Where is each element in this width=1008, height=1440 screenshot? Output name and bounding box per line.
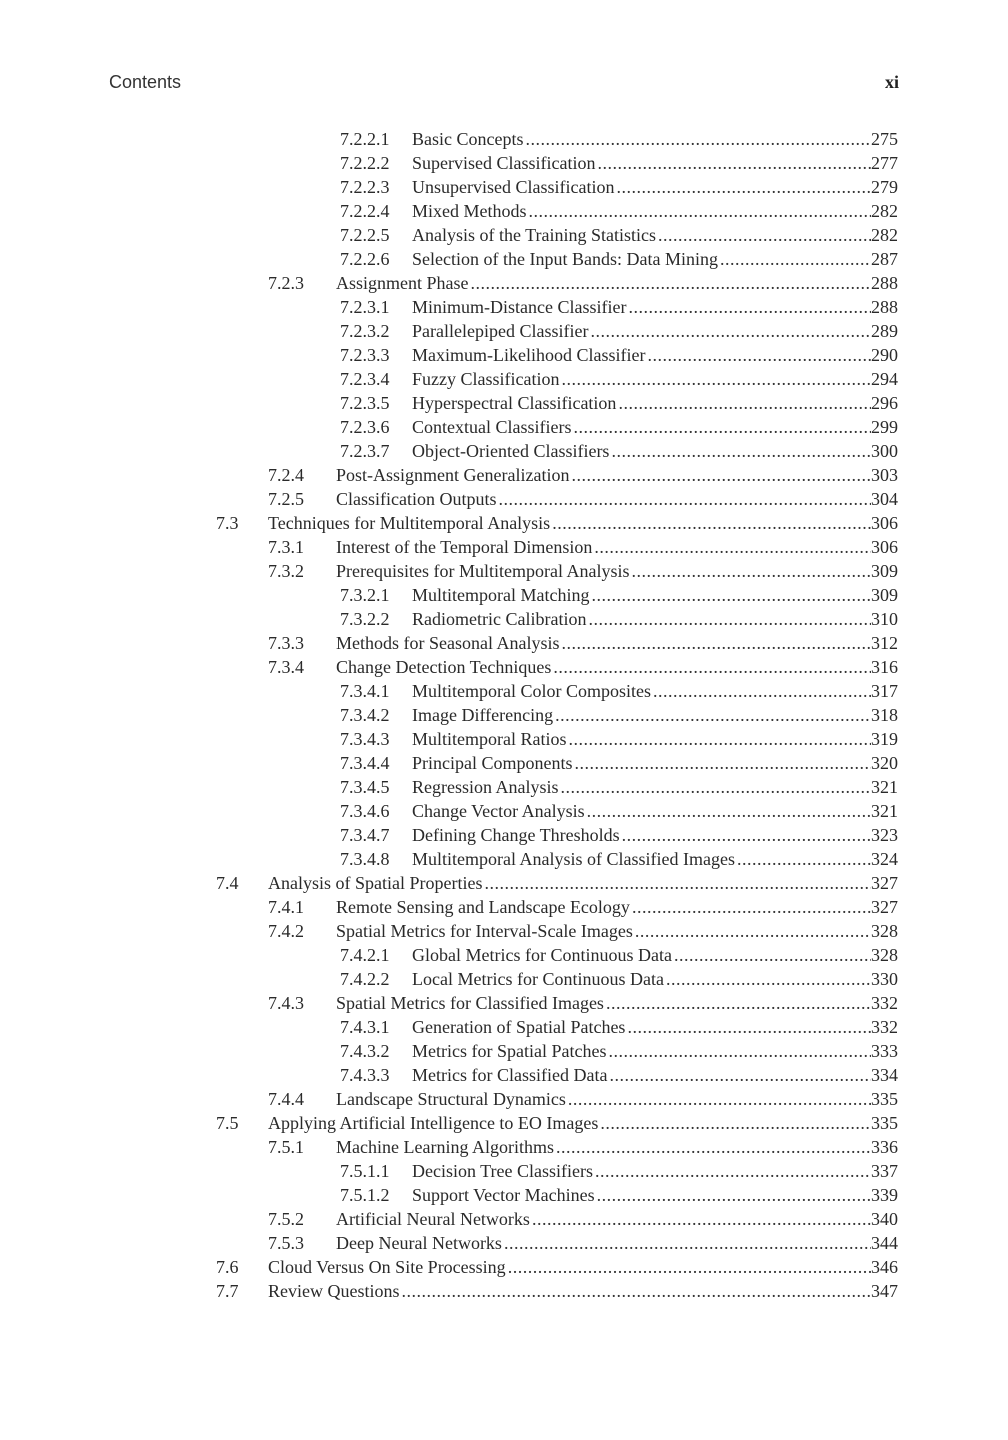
toc-entry-page: 288 bbox=[871, 273, 898, 293]
toc-entry-title: Principal Components bbox=[412, 753, 573, 773]
dot-leader bbox=[529, 199, 872, 223]
toc-entry-title: Spatial Metrics for Interval-Scale Images bbox=[336, 921, 633, 941]
dot-leader bbox=[499, 487, 872, 511]
toc-entry-page: 275 bbox=[871, 129, 898, 149]
toc-entry-body bbox=[412, 775, 898, 799]
toc-entry-number: 7.4.3.1 bbox=[340, 1017, 390, 1037]
toc-entry-page: 294 bbox=[871, 369, 898, 389]
dot-leader bbox=[552, 511, 871, 535]
toc-entry-page: 277 bbox=[871, 153, 898, 173]
toc-entry bbox=[0, 1015, 1008, 1039]
toc-entry-title: Interest of the Temporal Dimension bbox=[336, 537, 593, 557]
toc-entry-title: Radiometric Calibration bbox=[412, 609, 587, 629]
dot-leader bbox=[606, 991, 871, 1015]
toc-entry-title: Mixed Methods bbox=[412, 201, 527, 221]
toc-entry-number: 7.3.4.3 bbox=[340, 729, 390, 749]
toc-entry-title: Post-Assignment Generalization bbox=[336, 465, 570, 485]
toc-entry bbox=[0, 1279, 1008, 1303]
dot-leader bbox=[561, 367, 871, 391]
toc-entry-page: 320 bbox=[871, 753, 898, 773]
dot-leader bbox=[720, 247, 871, 271]
toc-entry-number: 7.5.1.2 bbox=[340, 1185, 390, 1205]
toc-entry-body bbox=[412, 607, 898, 631]
toc-entry bbox=[0, 583, 1008, 607]
dot-leader bbox=[595, 1159, 871, 1183]
toc-entry-title: Supervised Classification bbox=[412, 153, 596, 173]
toc-entry bbox=[0, 991, 1008, 1015]
dot-leader bbox=[508, 1255, 871, 1279]
toc-entry-body bbox=[336, 895, 898, 919]
toc-entry-page: 287 bbox=[871, 249, 898, 269]
toc-entry bbox=[0, 151, 1008, 175]
dot-leader bbox=[628, 295, 871, 319]
toc-entry-title: Deep Neural Networks bbox=[336, 1233, 502, 1253]
toc-entry-body bbox=[412, 1015, 898, 1039]
toc-entry-page: 319 bbox=[871, 729, 898, 749]
toc-entry-title: Generation of Spatial Patches bbox=[412, 1017, 626, 1037]
toc-entry-body bbox=[412, 199, 898, 223]
toc-entry-body bbox=[412, 247, 898, 271]
toc-entry-title: Multitemporal Analysis of Classified Images bbox=[412, 849, 735, 869]
toc-entry-title: Machine Learning Algorithms bbox=[336, 1137, 554, 1157]
toc-entry bbox=[0, 775, 1008, 799]
toc-entry bbox=[0, 487, 1008, 511]
toc-entry bbox=[0, 1111, 1008, 1135]
dot-leader bbox=[587, 799, 871, 823]
toc-entry-number: 7.2.3.2 bbox=[340, 321, 390, 341]
toc-entry-page: 312 bbox=[871, 633, 898, 653]
toc-entry-body bbox=[268, 1279, 898, 1303]
toc-entry-page: 300 bbox=[871, 441, 898, 461]
toc-entry-number: 7.3.2 bbox=[268, 561, 304, 581]
toc-entry-number: 7.4.3 bbox=[268, 993, 304, 1013]
dot-leader bbox=[653, 679, 871, 703]
dot-leader bbox=[627, 1015, 871, 1039]
toc-entry-title: Metrics for Spatial Patches bbox=[412, 1041, 607, 1061]
toc-entry-page: 316 bbox=[871, 657, 898, 677]
toc-entry-title: Maximum-Likelihood Classifier bbox=[412, 345, 646, 365]
toc-entry-title: Parallelepiped Classifier bbox=[412, 321, 589, 341]
toc-entry-number: 7.5.1 bbox=[268, 1137, 304, 1157]
toc-entry-number: 7.3.4.4 bbox=[340, 753, 390, 773]
toc-entry-title: Metrics for Classified Data bbox=[412, 1065, 608, 1085]
toc-entry-title: Selection of the Input Bands: Data Mining bbox=[412, 249, 718, 269]
toc-entry-number: 7.4.3.3 bbox=[340, 1065, 390, 1085]
toc-entry-body bbox=[412, 367, 898, 391]
toc-entry-page: 340 bbox=[871, 1209, 898, 1229]
dot-leader bbox=[588, 607, 871, 631]
toc-entry-number: 7.2.3.1 bbox=[340, 297, 390, 317]
toc-entry-body bbox=[336, 271, 898, 295]
dot-leader bbox=[401, 1279, 871, 1303]
toc-entry-body bbox=[336, 535, 898, 559]
toc-entry-page: 282 bbox=[871, 201, 898, 221]
toc-entry-page: 327 bbox=[871, 873, 898, 893]
toc-entry-page: 306 bbox=[871, 537, 898, 557]
toc-entry-body bbox=[336, 463, 898, 487]
dot-leader bbox=[571, 463, 871, 487]
toc-entry-number: 7.2.2.3 bbox=[340, 177, 390, 197]
toc-entry bbox=[0, 247, 1008, 271]
toc-entry-body bbox=[412, 223, 898, 247]
toc-entry-title: Classification Outputs bbox=[336, 489, 497, 509]
toc-entry-number: 7.5.1.1 bbox=[340, 1161, 390, 1181]
toc-entry-number: 7.4.2 bbox=[268, 921, 304, 941]
dot-leader bbox=[553, 655, 871, 679]
dot-leader bbox=[471, 271, 872, 295]
dot-leader bbox=[575, 751, 872, 775]
dot-leader bbox=[591, 583, 871, 607]
toc-entry-body bbox=[336, 655, 898, 679]
toc-entry-title: Fuzzy Classification bbox=[412, 369, 560, 389]
toc-entry-title: Remote Sensing and Landscape Ecology bbox=[336, 897, 630, 917]
dot-leader bbox=[597, 1183, 871, 1207]
toc-entry-number: 7.5 bbox=[216, 1113, 239, 1133]
toc-entry-title: Regression Analysis bbox=[412, 777, 559, 797]
running-header-title: Contents bbox=[109, 72, 182, 92]
toc-entry-body bbox=[412, 415, 898, 439]
toc-entry bbox=[0, 919, 1008, 943]
dot-leader bbox=[573, 415, 871, 439]
toc-entry bbox=[0, 1159, 1008, 1183]
toc-entry-page: 346 bbox=[871, 1257, 898, 1277]
toc-entry-title: Defining Change Thresholds bbox=[412, 825, 620, 845]
toc-entry-number: 7.4.4 bbox=[268, 1089, 304, 1109]
toc-entry-page: 337 bbox=[871, 1161, 898, 1181]
toc-entry bbox=[0, 199, 1008, 223]
toc-entry-body bbox=[412, 823, 898, 847]
toc-entry-page: 310 bbox=[871, 609, 898, 629]
toc-entry-page: 279 bbox=[871, 177, 898, 197]
toc-entry-title: Multitemporal Color Composites bbox=[412, 681, 651, 701]
toc-entry-number: 7.4.2.2 bbox=[340, 969, 390, 989]
page-number: xi bbox=[884, 72, 899, 92]
toc-entry bbox=[0, 343, 1008, 367]
toc-entry-number: 7.3.4.2 bbox=[340, 705, 390, 725]
toc-entry-title: Applying Artificial Intelligence to EO Images bbox=[268, 1113, 599, 1133]
toc-entry-page: 324 bbox=[871, 849, 898, 869]
toc-entry bbox=[0, 1231, 1008, 1255]
toc-entry-body bbox=[412, 679, 898, 703]
toc-entry-body bbox=[412, 1039, 898, 1063]
toc-entry-body bbox=[412, 799, 898, 823]
toc-entry-title: Decision Tree Classifiers bbox=[412, 1161, 593, 1181]
toc-entry bbox=[0, 631, 1008, 655]
toc-entry-page: 344 bbox=[871, 1233, 898, 1253]
toc-entry-number: 7.3.3 bbox=[268, 633, 304, 653]
toc-entry bbox=[0, 391, 1008, 415]
toc-entry-body bbox=[336, 991, 898, 1015]
toc-entry-page: 321 bbox=[871, 801, 898, 821]
toc-entry-number: 7.3.4.8 bbox=[340, 849, 390, 869]
toc-entry-page: 328 bbox=[871, 921, 898, 941]
dot-leader bbox=[618, 391, 871, 415]
dot-leader bbox=[632, 895, 871, 919]
toc-entry-title: Object-Oriented Classifiers bbox=[412, 441, 610, 461]
toc-entry-number: 7.4 bbox=[216, 873, 239, 893]
toc-entry-page: 323 bbox=[871, 825, 898, 845]
dot-leader bbox=[622, 823, 871, 847]
toc-entry bbox=[0, 1207, 1008, 1231]
toc-entry-title: Minimum-Distance Classifier bbox=[412, 297, 627, 317]
toc-entry bbox=[0, 799, 1008, 823]
toc-entry-body bbox=[412, 439, 898, 463]
toc-entry-number: 7.2.3 bbox=[268, 273, 304, 293]
toc-entry-number: 7.3.4 bbox=[268, 657, 304, 677]
toc-entry bbox=[0, 967, 1008, 991]
dot-leader bbox=[525, 127, 871, 151]
toc-entry bbox=[0, 895, 1008, 919]
toc-entry-body bbox=[336, 1135, 898, 1159]
dot-leader bbox=[504, 1231, 871, 1255]
dot-leader bbox=[635, 919, 871, 943]
toc-entry-number: 7.2.3.6 bbox=[340, 417, 390, 437]
toc-entry-body bbox=[336, 631, 898, 655]
toc-entry-title: Multitemporal Ratios bbox=[412, 729, 567, 749]
toc-entry-number: 7.5.2 bbox=[268, 1209, 304, 1229]
toc-entry-body bbox=[412, 1183, 898, 1207]
toc-entry-title: Hyperspectral Classification bbox=[412, 393, 617, 413]
dot-leader bbox=[484, 871, 871, 895]
dot-leader bbox=[631, 559, 871, 583]
toc-entry-page: 309 bbox=[871, 561, 898, 581]
dot-leader bbox=[532, 1207, 871, 1231]
toc-entry bbox=[0, 1039, 1008, 1063]
dot-leader bbox=[647, 343, 871, 367]
toc-entry-body bbox=[412, 127, 898, 151]
toc-entry-body bbox=[268, 1255, 898, 1279]
toc-entry-number: 7.2.5 bbox=[268, 489, 304, 509]
toc-entry-page: 296 bbox=[871, 393, 898, 413]
toc-entry-body bbox=[412, 391, 898, 415]
toc-entry-page: 288 bbox=[871, 297, 898, 317]
dot-leader bbox=[590, 319, 871, 343]
toc-entry bbox=[0, 271, 1008, 295]
toc-entry-body bbox=[412, 1063, 898, 1087]
toc-entry-body bbox=[412, 703, 898, 727]
toc-entry-title: Local Metrics for Continuous Data bbox=[412, 969, 664, 989]
toc-entry-number: 7.2.3.7 bbox=[340, 441, 390, 461]
toc-entry-number: 7.2.2.4 bbox=[340, 201, 390, 221]
toc-entry-page: 328 bbox=[871, 945, 898, 965]
dot-leader bbox=[555, 703, 871, 727]
toc-entry bbox=[0, 847, 1008, 871]
toc-entry-page: 318 bbox=[871, 705, 898, 725]
toc-entry bbox=[0, 511, 1008, 535]
toc-entry bbox=[0, 223, 1008, 247]
toc-entry-title: Landscape Structural Dynamics bbox=[336, 1089, 566, 1109]
dot-leader bbox=[666, 967, 871, 991]
toc-entry bbox=[0, 679, 1008, 703]
dot-leader bbox=[611, 439, 871, 463]
toc-entry-title: Spatial Metrics for Classified Images bbox=[336, 993, 604, 1013]
toc-entry-number: 7.3.2.2 bbox=[340, 609, 390, 629]
toc-entry-body bbox=[336, 1207, 898, 1231]
dot-leader bbox=[608, 1039, 871, 1063]
dot-leader bbox=[561, 775, 872, 799]
toc-entry bbox=[0, 1183, 1008, 1207]
toc-entry bbox=[0, 1135, 1008, 1159]
toc-entry-title: Artificial Neural Networks bbox=[336, 1209, 530, 1229]
toc-entry-number: 7.5.3 bbox=[268, 1233, 304, 1253]
toc-entry-page: 306 bbox=[871, 513, 898, 533]
toc-entry-page: 335 bbox=[871, 1113, 898, 1133]
toc-entry-number: 7.3.4.1 bbox=[340, 681, 390, 701]
toc-entry-page: 317 bbox=[871, 681, 898, 701]
toc-entry-title: Prerequisites for Multitemporal Analysis bbox=[336, 561, 630, 581]
toc-entry-body bbox=[268, 1111, 898, 1135]
toc-entry-number: 7.2.3.4 bbox=[340, 369, 390, 389]
dot-leader bbox=[569, 727, 872, 751]
toc-entry-number: 7.2.3.5 bbox=[340, 393, 390, 413]
toc-entry bbox=[0, 439, 1008, 463]
toc-entry-number: 7.7 bbox=[216, 1281, 239, 1301]
dot-leader bbox=[561, 631, 871, 655]
toc-entry-page: 304 bbox=[871, 489, 898, 509]
toc-entry-title: Global Metrics for Continuous Data bbox=[412, 945, 672, 965]
toc-entry bbox=[0, 319, 1008, 343]
toc-entry-title: Change Detection Techniques bbox=[336, 657, 552, 677]
toc-entry-body bbox=[336, 919, 898, 943]
dot-leader bbox=[568, 1087, 871, 1111]
toc-entry-title: Change Vector Analysis bbox=[412, 801, 585, 821]
toc-entry-title: Unsupervised Classification bbox=[412, 177, 615, 197]
toc-entry-number: 7.2.2.2 bbox=[340, 153, 390, 173]
toc-entry-body bbox=[268, 511, 898, 535]
toc-entry-number: 7.2.2.5 bbox=[340, 225, 390, 245]
toc-entry bbox=[0, 1255, 1008, 1279]
toc-entry-page: 332 bbox=[871, 993, 898, 1013]
dot-leader bbox=[609, 1063, 871, 1087]
toc-entry-page: 327 bbox=[871, 897, 898, 917]
toc-entry-page: 333 bbox=[871, 1041, 898, 1061]
toc-entry bbox=[0, 751, 1008, 775]
toc-entry-number: 7.3.4.7 bbox=[340, 825, 390, 845]
dot-leader bbox=[600, 1111, 871, 1135]
toc-entry-body bbox=[336, 487, 898, 511]
toc-entry-body bbox=[412, 175, 898, 199]
toc-entry-page: 282 bbox=[871, 225, 898, 245]
dot-leader bbox=[616, 175, 871, 199]
toc-entry bbox=[0, 823, 1008, 847]
toc-entry-page: 332 bbox=[871, 1017, 898, 1037]
toc-entry-number: 7.3.4.5 bbox=[340, 777, 390, 797]
toc-entry-number: 7.2.3.3 bbox=[340, 345, 390, 365]
dot-leader bbox=[556, 1135, 871, 1159]
toc-entry-number: 7.4.2.1 bbox=[340, 945, 390, 965]
toc-entry-title: Cloud Versus On Site Processing bbox=[268, 1257, 506, 1277]
toc-entry bbox=[0, 703, 1008, 727]
toc-entry-body bbox=[412, 319, 898, 343]
toc-entry-page: 347 bbox=[871, 1281, 898, 1301]
toc-entry-body bbox=[412, 151, 898, 175]
toc-entry bbox=[0, 415, 1008, 439]
toc-entry-body bbox=[336, 559, 898, 583]
toc-entry bbox=[0, 871, 1008, 895]
toc-entry-body bbox=[412, 583, 898, 607]
toc-entry-page: 339 bbox=[871, 1185, 898, 1205]
toc-entry-number: 7.3.2.1 bbox=[340, 585, 390, 605]
toc-entry-page: 290 bbox=[871, 345, 898, 365]
toc-entry bbox=[0, 463, 1008, 487]
toc-entry-title: Basic Concepts bbox=[412, 129, 524, 149]
table-of-contents bbox=[0, 127, 1008, 1303]
dot-leader bbox=[737, 847, 871, 871]
toc-entry-body bbox=[412, 847, 898, 871]
toc-entry-title: Techniques for Multitemporal Analysis bbox=[268, 513, 551, 533]
toc-entry-body bbox=[412, 751, 898, 775]
toc-entry bbox=[0, 655, 1008, 679]
toc-entry-body bbox=[412, 943, 898, 967]
toc-entry-body bbox=[412, 343, 898, 367]
toc-entry bbox=[0, 367, 1008, 391]
toc-entry-page: 299 bbox=[871, 417, 898, 437]
toc-entry-number: 7.2.4 bbox=[268, 465, 304, 485]
toc-entry-page: 336 bbox=[871, 1137, 898, 1157]
toc-entry-body bbox=[412, 967, 898, 991]
toc-entry-page: 309 bbox=[871, 585, 898, 605]
toc-entry-number: 7.2.2.1 bbox=[340, 129, 390, 149]
toc-entry-number: 7.4.1 bbox=[268, 897, 304, 917]
dot-leader bbox=[597, 151, 871, 175]
toc-entry-page: 330 bbox=[871, 969, 898, 989]
toc-entry-title: Multitemporal Matching bbox=[412, 585, 590, 605]
toc-entry-title: Analysis of Spatial Properties bbox=[268, 873, 483, 893]
toc-entry-page: 289 bbox=[871, 321, 898, 341]
toc-entry-body bbox=[336, 1087, 898, 1111]
toc-entry bbox=[0, 559, 1008, 583]
toc-entry-title: Image Differencing bbox=[412, 705, 554, 725]
toc-entry-number: 7.3.4.6 bbox=[340, 801, 390, 821]
toc-entry bbox=[0, 607, 1008, 631]
toc-entry-number: 7.4.3.2 bbox=[340, 1041, 390, 1061]
toc-entry bbox=[0, 1063, 1008, 1087]
toc-entry-title: Methods for Seasonal Analysis bbox=[336, 633, 560, 653]
toc-entry-number: 7.6 bbox=[216, 1257, 239, 1277]
toc-entry bbox=[0, 1087, 1008, 1111]
toc-entry-title: Review Questions bbox=[268, 1281, 400, 1301]
toc-entry-page: 334 bbox=[871, 1065, 898, 1085]
toc-entry-number: 7.3.1 bbox=[268, 537, 304, 557]
toc-entry bbox=[0, 175, 1008, 199]
toc-entry-title: Assignment Phase bbox=[336, 273, 469, 293]
toc-entry-body bbox=[336, 1231, 898, 1255]
toc-entry-number: 7.2.2.6 bbox=[340, 249, 390, 269]
toc-entry-body bbox=[412, 727, 898, 751]
toc-entry-title: Contextual Classifiers bbox=[412, 417, 572, 437]
toc-entry-title: Analysis of the Training Statistics bbox=[412, 225, 657, 245]
dot-leader bbox=[674, 943, 871, 967]
toc-entry-body bbox=[412, 295, 898, 319]
toc-entry bbox=[0, 727, 1008, 751]
dot-leader bbox=[658, 223, 871, 247]
toc-entry-page: 335 bbox=[871, 1089, 898, 1109]
dot-leader bbox=[594, 535, 871, 559]
toc-entry-page: 321 bbox=[871, 777, 898, 797]
toc-entry bbox=[0, 943, 1008, 967]
toc-entry-body bbox=[412, 1159, 898, 1183]
toc-entry bbox=[0, 295, 1008, 319]
toc-entry-page: 303 bbox=[871, 465, 898, 485]
toc-entry-number: 7.3 bbox=[216, 513, 239, 533]
toc-entry-body bbox=[268, 871, 898, 895]
toc-entry bbox=[0, 127, 1008, 151]
toc-entry bbox=[0, 535, 1008, 559]
toc-entry-title: Support Vector Machines bbox=[412, 1185, 595, 1205]
